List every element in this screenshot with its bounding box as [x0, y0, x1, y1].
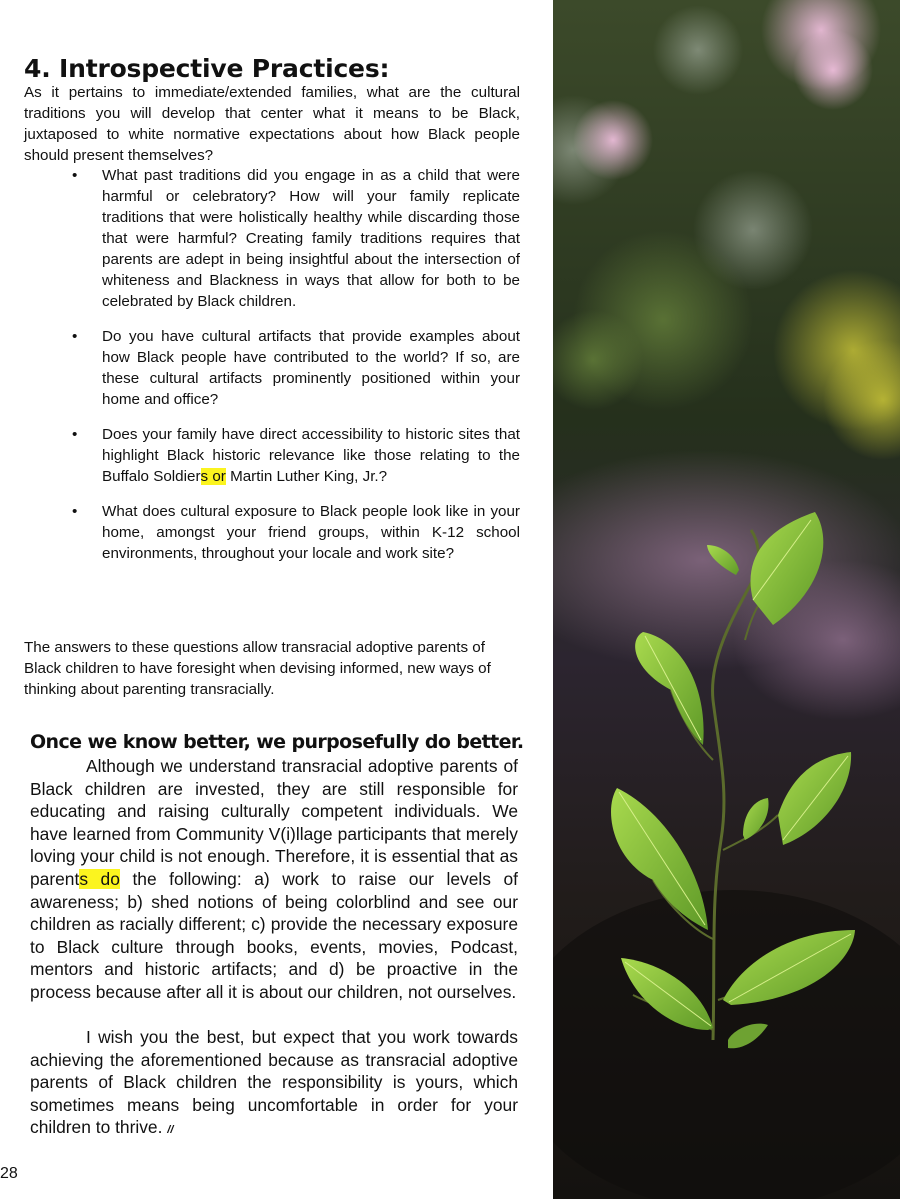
list-item — [24, 424, 520, 487]
question-text: What past traditions did you engage in as a child that were harmful or celebratory? How will your family replicate traditions that were holistically healthy while discarding those that were harmful? Creating family traditions requires that parents are adept in being insightful about the intersection of whiteness and Blackness in ways that allow for both to be celebrated by Black children. — [102, 167, 520, 310]
bullet-icon: • — [72, 426, 78, 443]
page-number: 28 — [0, 1165, 18, 1182]
highlight-mark: s or — [200, 468, 226, 485]
question-list — [24, 165, 520, 578]
bullet-icon: • — [72, 328, 78, 345]
body-paragraph-1: Although we understand transracial adoptive parents of Black children are invested, they are still responsible for educating and raising culturally competent individuals. We have learned from Community V(i)llage participants that merely loving your child is not enough. Therefore, it is essential that as parents do the following: a) work to raise our levels of awareness; b) shed notions of being colorblind and see our children as racially different; c) provide the necessary exposure to Black culture through books, events, movies, Podcast, mentors and historic artifacts; and d) be proactive in the process because after all it is about our children, not ourselves. — [30, 756, 518, 1002]
question-text: Does your family have direct accessibility to historic sites that highlight Black historic relevance like those relating to the Buffalo Soldiers or Martin Luther King, Jr.? — [102, 426, 520, 485]
highlight-mark: s do — [79, 868, 120, 889]
question-text: Do you have cultural artifacts that provide examples about how Black people have contributed to the world? If so, are these cultural artifacts prominently positioned within your home and office? — [102, 328, 520, 408]
list-item — [24, 165, 520, 312]
body-paragraph-2: I wish you the best, but expect that you work towards achieving the aforementioned because as transracial adoptive parents of Black children the responsibility is yours, which sometimes means being uncomfortable in order for your children to thrive. // — [30, 1027, 518, 1138]
section-heading: 4. Introspective Practices: — [24, 54, 390, 83]
bullet-icon: • — [72, 503, 78, 520]
intro-paragraph: As it pertains to immediate/extended families, what are the cultural traditions you will develop that center what it means to be Black, juxtaposed to white normative expectations about how Black people should present themselves? — [24, 84, 520, 164]
list-item — [24, 501, 520, 564]
seedling-photo-icon — [553, 0, 900, 1199]
question-text: What does cultural exposure to Black people look like in your home, amongst your friend groups, within K-12 school environments, throughout your locale and work site? — [102, 503, 520, 562]
answers-paragraph: The answers to these questions allow transracial adoptive parents of Black children to have foresight when devising informed, new ways of thinking about parenting transracially. — [24, 639, 491, 698]
bullet-icon: • — [72, 167, 78, 184]
list-item — [24, 326, 520, 410]
end-mark-icon: // — [167, 1124, 174, 1137]
subheading: Once we know better, we purposefully do better. — [30, 731, 524, 753]
